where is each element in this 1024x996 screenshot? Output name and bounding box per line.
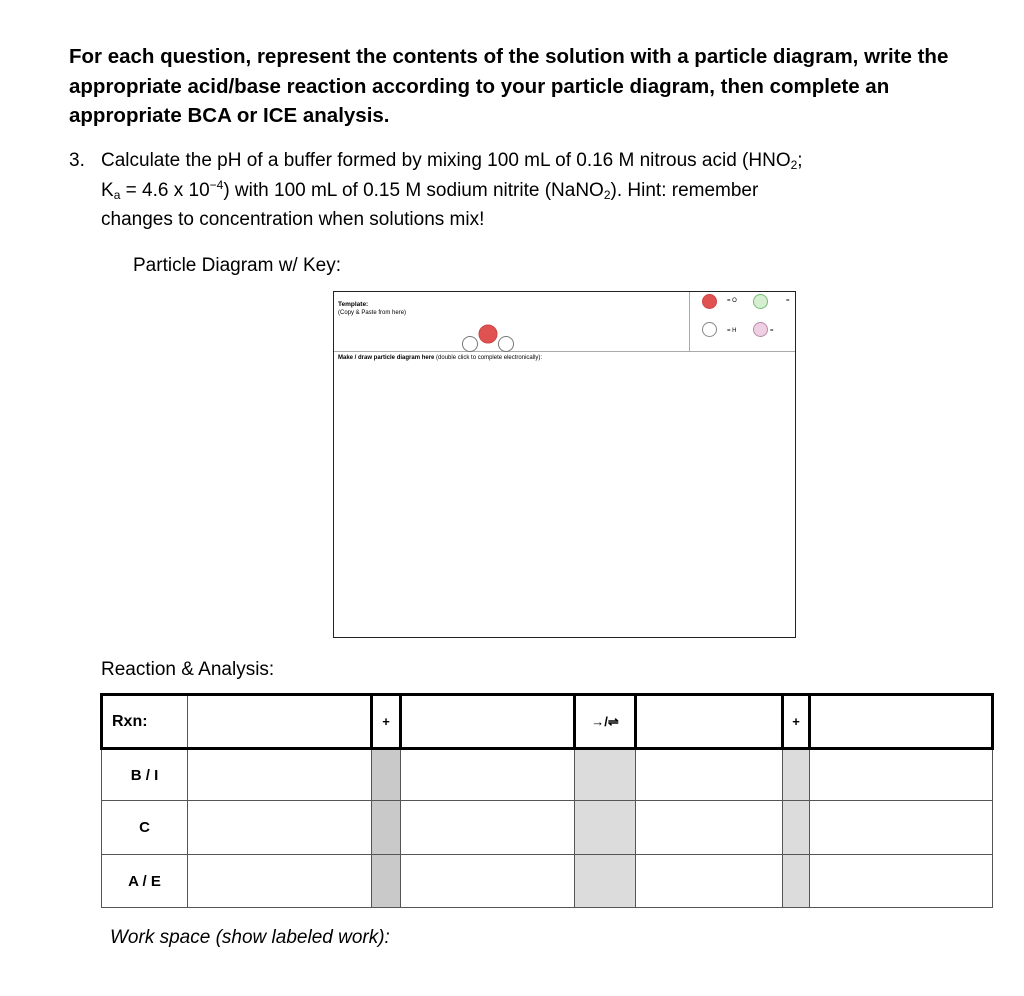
rxn-label: Rxn: [102,695,188,749]
table-cell[interactable] [810,801,993,855]
shaded-cell [783,749,810,801]
table-cell[interactable] [810,749,993,801]
table-cell[interactable] [188,749,372,801]
shaded-cell [372,801,401,855]
table-row [102,855,993,908]
table-cell[interactable] [188,855,372,908]
question-number: 3. [69,150,85,171]
oxygen-key-icon[interactable] [702,294,717,309]
table-cell[interactable] [636,855,783,908]
workspace-label: Work space (show labeled work): [110,927,390,948]
divider [689,292,690,351]
key-label-o: = O [727,298,737,304]
shaded-cell [575,855,636,908]
table-row [102,695,993,749]
product-2-cell[interactable] [810,695,993,749]
green-key-icon[interactable] [753,294,768,309]
shaded-cell [575,749,636,801]
row-label-ae: A / E [102,855,188,908]
table-cell[interactable] [810,855,993,908]
hydrogen-key-icon[interactable] [702,322,717,337]
table-cell[interactable] [401,801,575,855]
table-cell[interactable] [636,801,783,855]
table-cell[interactable] [401,855,575,908]
drawing-area-label: Make / draw particle diagram here (double click to complete electronically): [338,355,543,361]
shaded-cell [372,855,401,908]
pink-key-icon[interactable] [753,322,768,337]
reaction-analysis-label: Reaction & Analysis: [101,659,275,680]
row-label-c: C [102,801,188,855]
key-label-pink: = [770,328,774,334]
shaded-cell [783,855,810,908]
template-subtitle: (Copy & Paste from here) [338,310,407,316]
arrow-sign: →/⇌ [575,695,636,749]
particle-diagram-label: Particle Diagram w/ Key: [133,255,342,276]
table-cell[interactable] [636,749,783,801]
instructions: For each question, represent the contents of the solution with a particle diagram, write the appropriate acid/base reaction according to your particle diagram, then complete an appropriate BCA or ICE analysis. [69,45,949,127]
row-label-bi: B / I [102,749,188,801]
key-label-h: = H [727,328,737,334]
table-cell[interactable] [188,801,372,855]
shaded-cell [575,801,636,855]
question-text: Calculate the pH of a buffer formed by mixing 100 mL of 0.16 M nitrous acid ($HNO_2$; $K_a = 4.6$ x $10^{-4}$) with 100 mL of 0.15 M sodium nitrite (NaNO$_2$). Hint: remember changes to concentration when solutions mix! [101,150,803,230]
reactant-1-cell[interactable] [188,695,372,749]
reactant-2-cell[interactable] [401,695,575,749]
product-1-cell[interactable] [636,695,783,749]
shaded-cell [372,749,401,801]
key-label-green: = [786,298,790,304]
water-molecule-icon[interactable] [458,320,518,356]
template-title: Template: [338,301,369,308]
plus-sign: + [783,695,810,749]
plus-sign: + [372,695,401,749]
divider [334,351,795,352]
table-cell[interactable] [401,749,575,801]
table-row [102,801,993,855]
table-row [102,749,993,801]
reaction-table [100,693,994,908]
shaded-cell [783,801,810,855]
particle-diagram-box[interactable] [333,291,796,638]
